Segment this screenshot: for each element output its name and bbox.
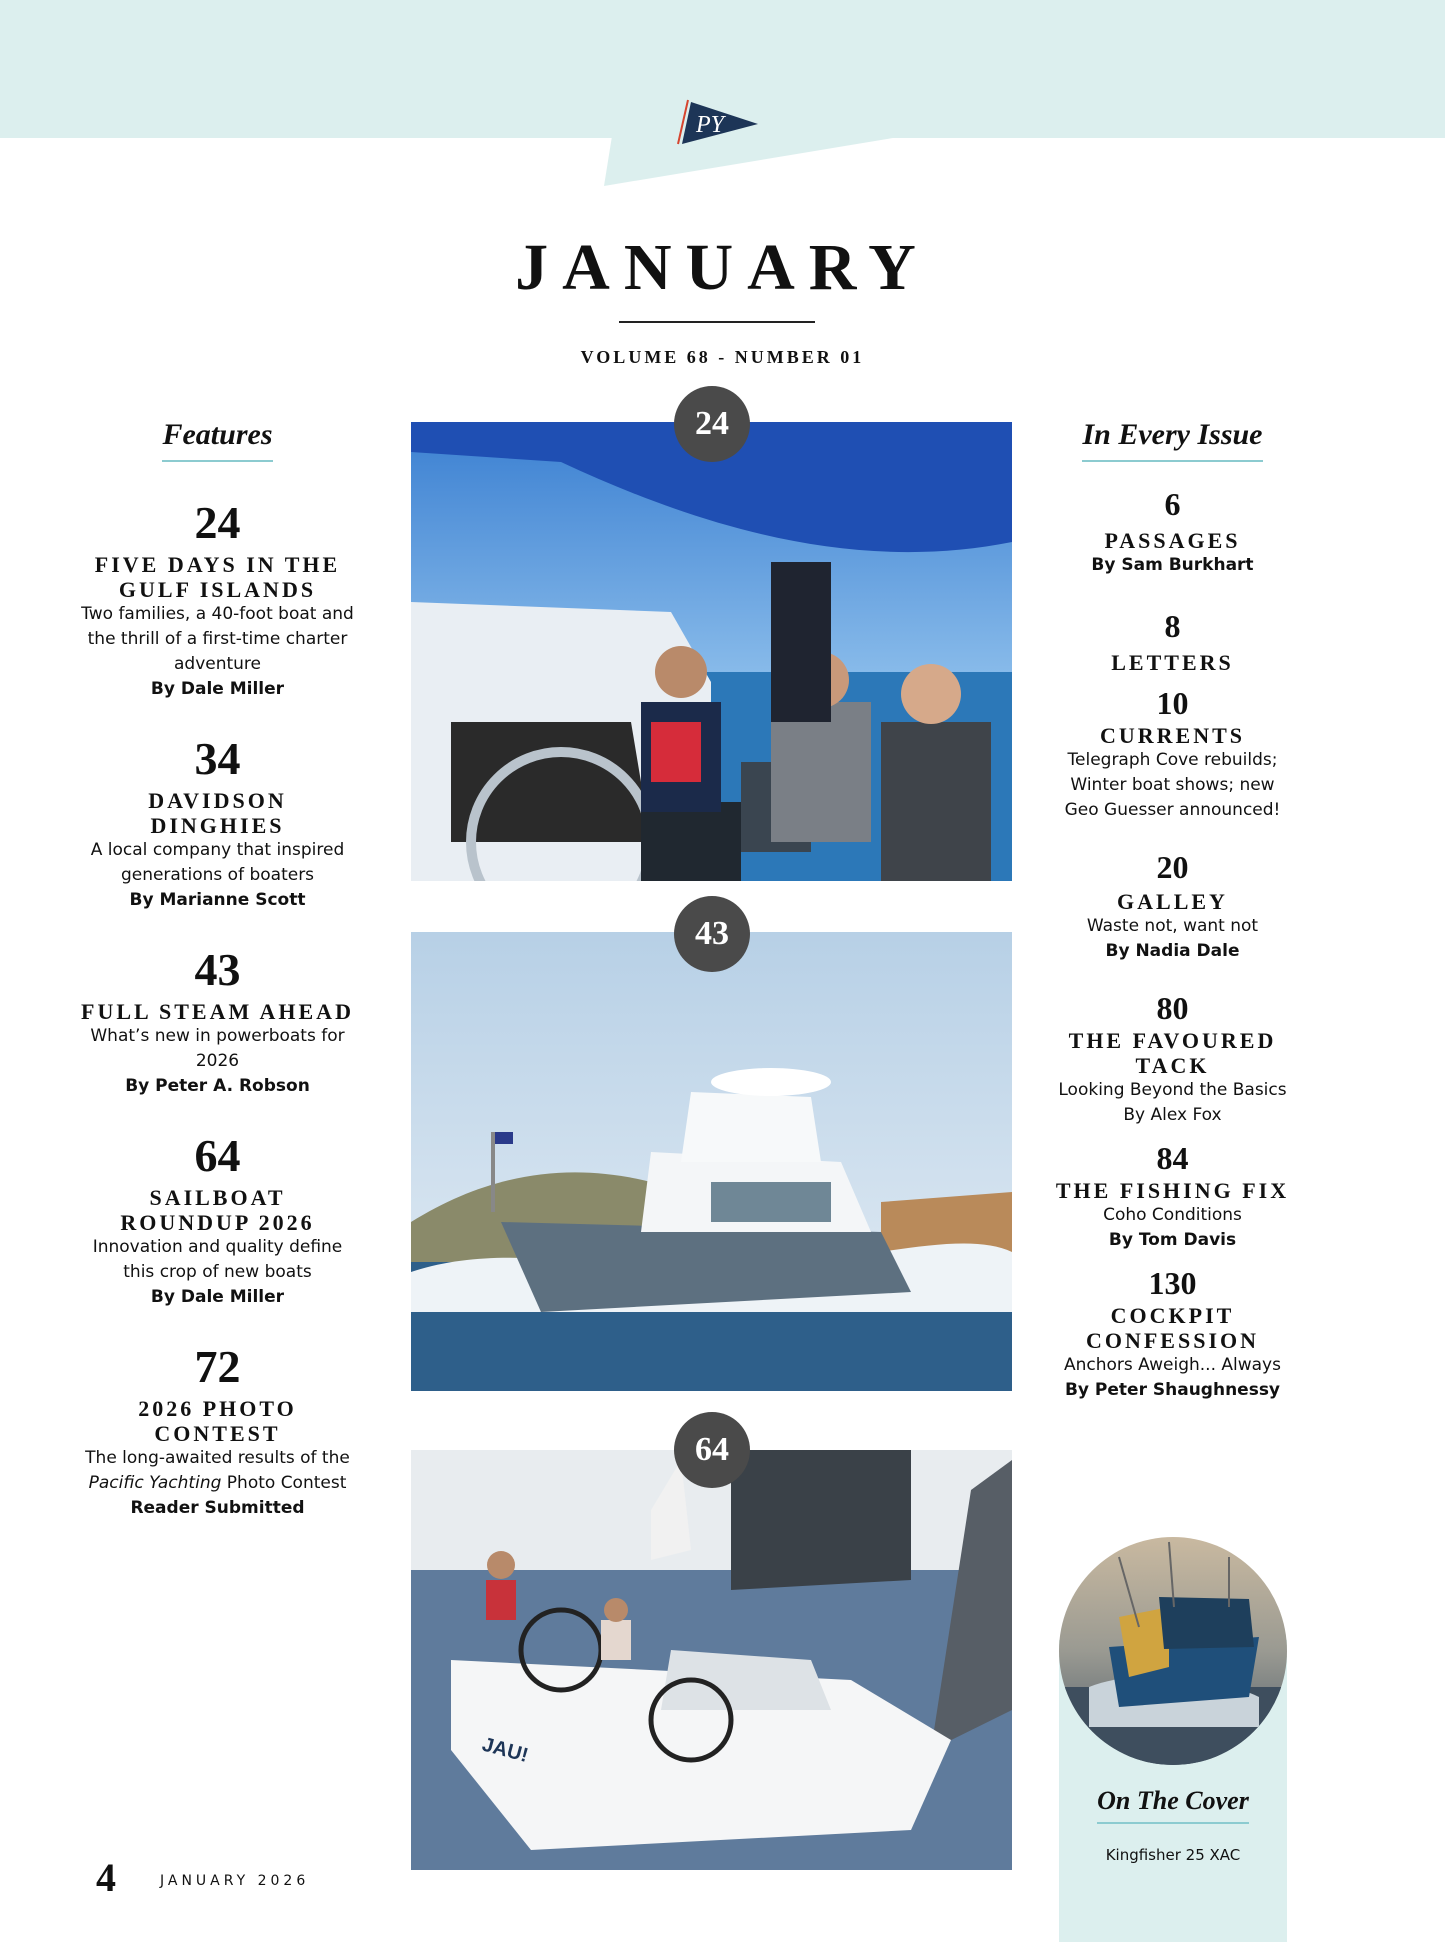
entry-title: THE FAVOURED TACK [1068, 1028, 1277, 1078]
entry-description: Looking Beyond the Basics [1058, 1080, 1287, 1100]
entry-byline: By Sam Burkhart [1091, 555, 1254, 575]
page-number: 72 [194, 1341, 241, 1392]
page-number: 34 [194, 733, 241, 784]
page-number: 8 [1164, 608, 1181, 644]
entry-byline: By Nadia Dale [1105, 941, 1240, 961]
feature-photo-sailboat-kids[interactable] [411, 422, 1012, 881]
every-issue-column [1055, 418, 1290, 1403]
entry-byline: By Peter Shaughnessy [1064, 1380, 1281, 1400]
page-number: 24 [194, 497, 241, 548]
entry-title: GALLEY [1117, 889, 1228, 914]
entry-byline: By Tom Davis [1108, 1230, 1237, 1250]
entry-title: LETTERS [1111, 650, 1234, 675]
entry-byline: Reader Submitted [130, 1498, 305, 1518]
page-number: 130 [1148, 1265, 1197, 1301]
feature-photo-powerboat[interactable] [411, 932, 1012, 1391]
feature-entry[interactable] [80, 1130, 355, 1310]
entry-byline: By Marianne Scott [129, 890, 306, 910]
entry-description: Anchors Aweigh... Always [1064, 1355, 1281, 1375]
entry-title: SAILBOAT ROUNDUP 2026 [120, 1185, 315, 1235]
department-entry[interactable] [1055, 1142, 1290, 1253]
feature-entry[interactable] [80, 733, 355, 913]
department-entry[interactable] [1055, 610, 1290, 675]
entry-title: DAVIDSON DINGHIES [148, 788, 287, 838]
department-entry[interactable] [1055, 992, 1290, 1128]
entry-description: The long-awaited results of the Pacific Yachting Photo Contest [85, 1448, 350, 1493]
page-badge: 64 [674, 1412, 750, 1488]
svg-text:PY: PY [696, 112, 725, 138]
entry-title: THE FISHING FIX [1055, 1178, 1290, 1203]
page-number-folio: 4 [96, 1855, 116, 1900]
department-entry[interactable] [1055, 687, 1290, 823]
page-number: 80 [1156, 990, 1189, 1026]
entry-description: Waste not, want not [1086, 916, 1259, 936]
entry-title: 2026 PHOTO CONTEST [138, 1396, 297, 1446]
entry-description: A local company that inspired generations of boaters [90, 840, 345, 885]
entry-title: FIVE DAYS IN THE GULF ISLANDS [94, 552, 341, 602]
entry-description: Telegraph Cove rebuilds; Winter boat shows; new Geo Guesser announced! [1064, 750, 1281, 820]
page-number: 10 [1156, 685, 1189, 721]
cover-photo[interactable] [1059, 1537, 1287, 1765]
page-number: 20 [1156, 849, 1189, 885]
page-number: 6 [1164, 486, 1181, 522]
entry-byline: By Alex Fox [1123, 1105, 1222, 1125]
title-divider [619, 321, 815, 323]
page-number: 43 [194, 944, 241, 995]
issue-date: JANUARY 2026 [160, 1873, 310, 1889]
page-title: JANUARY [515, 231, 930, 304]
cover-caption: Kingfisher 25 XAC [1105, 1846, 1241, 1864]
feature-photo-sailboat[interactable] [411, 1450, 1012, 1870]
page-badge: 43 [674, 896, 750, 972]
entry-byline: By Dale Miller [150, 679, 285, 699]
feature-entry[interactable] [80, 497, 355, 702]
department-entry[interactable] [1055, 851, 1290, 964]
svg-text:JAU!: JAU! [479, 1733, 531, 1767]
volume-number: VOLUME 68 - NUMBER 01 [580, 347, 865, 367]
entry-title: FULL STEAM AHEAD [81, 999, 354, 1024]
department-entry[interactable] [1055, 1267, 1290, 1403]
features-column [80, 418, 355, 1521]
feature-entry[interactable] [80, 1341, 355, 1521]
feature-entry[interactable] [80, 944, 355, 1099]
entry-description: Coho Conditions [1103, 1205, 1242, 1225]
entry-byline: By Dale Miller [150, 1287, 285, 1307]
pennant-logo-icon [670, 98, 760, 148]
entry-description: Two families, a 40-foot boat and the thrill of a first-time charter adventure [81, 604, 354, 674]
page-badge: 24 [674, 386, 750, 462]
cover-heading-wrap [1059, 1786, 1287, 1824]
entry-title: CURRENTS [1099, 723, 1246, 748]
every-issue-heading: In Every Issue [1082, 418, 1262, 462]
entry-byline: By Peter A. Robson [125, 1076, 310, 1096]
entry-description: Innovation and quality define this crop of new boats [92, 1237, 343, 1282]
features-heading: Features [162, 418, 272, 462]
page-number: 64 [194, 1130, 241, 1181]
entry-title: PASSAGES [1104, 528, 1241, 553]
page-number: 84 [1156, 1140, 1189, 1176]
cover-heading: On The Cover [1097, 1786, 1249, 1824]
entry-title: COCKPIT CONFESSION [1085, 1303, 1260, 1353]
entry-description: What’s new in powerboats for 2026 [90, 1026, 345, 1071]
department-entry[interactable] [1055, 488, 1290, 578]
